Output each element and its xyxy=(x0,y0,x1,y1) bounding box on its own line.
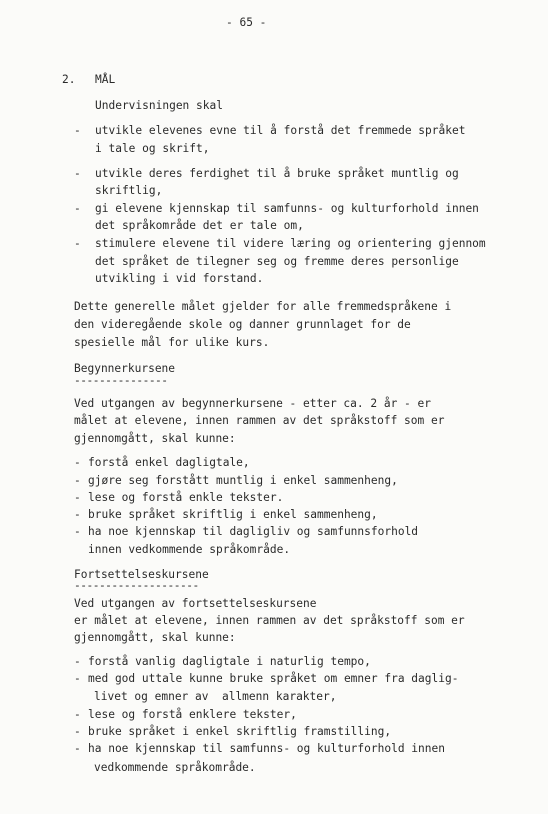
continuation-item-1-dash: - xyxy=(74,655,81,668)
beginner-item-2: gjøre seg forstått muntlig i enkel sammenheng, xyxy=(88,474,398,487)
section-number: 2. xyxy=(62,73,76,86)
general-paragraph-line-2: den videregående skole og danner grunnlaget for de xyxy=(74,318,411,331)
continuation-item-1: forstå vanlig dagligtale i naturlig tempo, xyxy=(88,655,371,668)
beginner-item-2-dash: - xyxy=(74,474,81,487)
beginner-item-4: bruke språket skriftlig i enkel sammenheng, xyxy=(88,508,378,521)
beginner-heading: Begynnerkursene xyxy=(74,362,176,375)
continuation-heading: Fortsettelseskursene xyxy=(74,568,209,581)
goal-1-line-1: utvikle elevenes evne til å forstå det fremmede språket xyxy=(95,124,466,137)
goal-3-line-1: gi elevene kjennskap til samfunns- og kulturforhold innen xyxy=(95,202,479,215)
continuation-item-4-dash: - xyxy=(74,725,81,738)
intro-line: Undervisningen skal xyxy=(95,99,223,112)
beginner-item-3-dash: - xyxy=(74,491,81,504)
page-number: - 65 - xyxy=(226,16,267,29)
goal-2-line-1: utvikle deres ferdighet til å bruke språket muntlig og xyxy=(95,167,459,180)
general-paragraph-line-1: Dette generelle målet gjelder for alle fremmedspråkene i xyxy=(74,300,452,313)
continuation-item-2-dash: - xyxy=(74,672,81,685)
continuation-paragraph-line-1: Ved utgangen av fortsettelseskursene xyxy=(74,597,317,610)
beginner-item-1: forstå enkel dagligtale, xyxy=(88,456,250,469)
goal-4-line-2: det språket de tilegner seg og fremme deres personlige xyxy=(95,255,459,268)
goal-2-dash: - xyxy=(74,167,81,180)
goal-4-line-1: stimulere elevene til videre læring og orientering gjennom xyxy=(95,237,486,250)
continuation-item-3-dash: - xyxy=(74,708,81,721)
goal-3-line-2: det språkområde det er tale om, xyxy=(95,219,304,232)
beginner-item-5-dash: - xyxy=(74,525,81,538)
section-title: MÅL xyxy=(95,73,116,86)
continuation-paragraph-line-3: gjennomgått, skal kunne: xyxy=(74,631,236,644)
goal-1-dash: - xyxy=(74,124,81,137)
beginner-paragraph-line-3: gjennomgått, skal kunne: xyxy=(74,432,236,445)
beginner-paragraph-line-2: målet at elevene, innen rammen av det språkstoff som er xyxy=(74,414,445,427)
goal-4-dash: - xyxy=(74,237,81,250)
beginner-item-1-dash: - xyxy=(74,456,81,469)
continuation-item-3: lese og forstå enklere tekster, xyxy=(88,708,297,721)
beginner-item-3: lese og forstå enkle tekster. xyxy=(88,491,284,504)
continuation-paragraph-line-2: er målet at elevene, innen rammen av det språkstoff som er xyxy=(74,614,465,627)
continuation-item-2-line-2: livet og emner av allmenn karakter, xyxy=(94,690,337,703)
beginner-item-5-line-2: innen vedkommende språkområde. xyxy=(88,543,291,556)
general-paragraph-line-3: spesielle mål for ulike kurs. xyxy=(74,336,270,349)
continuation-item-2-line-1: med god uttale kunne bruke språket om emner fra daglig- xyxy=(88,672,459,685)
goal-4-line-3: utvikling i vid forstand. xyxy=(95,272,264,285)
beginner-item-5-line-1: ha noe kjennskap til dagligliv og samfunnsforhold xyxy=(88,525,419,538)
goal-3-dash: - xyxy=(74,202,81,215)
continuation-item-5-dash: - xyxy=(74,742,81,755)
continuation-item-5-line-2: vedkommende språkområde. xyxy=(94,761,256,774)
beginner-item-4-dash: - xyxy=(74,508,81,521)
goal-2-line-2: skriftlig, xyxy=(95,184,163,197)
beginner-paragraph-line-1: Ved utgangen av begynnerkursene - etter ca. 2 år - er xyxy=(74,397,431,410)
continuation-item-4: bruke språket i enkel skriftlig framstilling, xyxy=(88,725,392,738)
continuation-item-5-line-1: ha noe kjennskap til samfunns- og kulturforhold innen xyxy=(88,742,445,755)
goal-1-line-2: i tale og skrift, xyxy=(95,142,210,155)
beginner-heading-underline: --------------- xyxy=(74,374,168,387)
continuation-heading-underline: -------------------- xyxy=(74,579,199,592)
